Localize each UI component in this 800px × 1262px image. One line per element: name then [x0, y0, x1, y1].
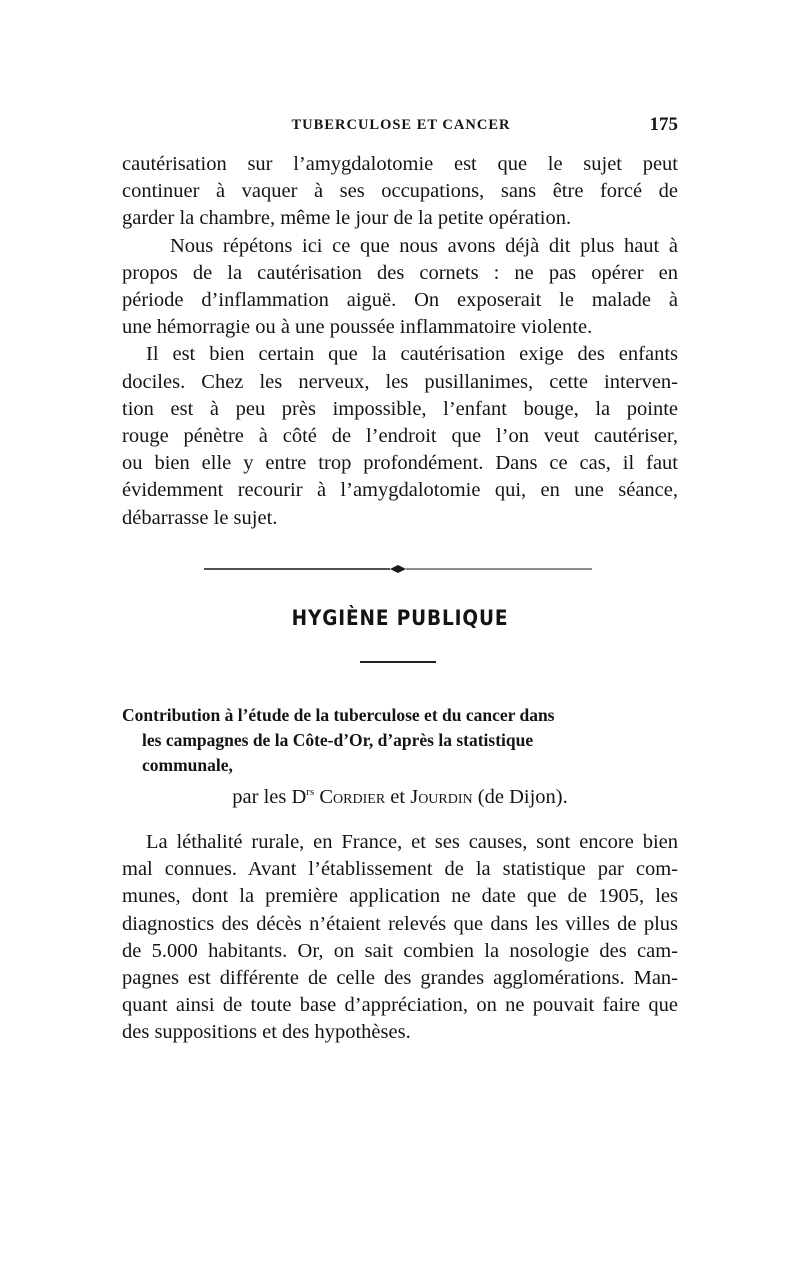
text-line: de 5.000 habitants. Or, on sait combien la nosologie des cam-: [122, 939, 678, 962]
text-line: Nous répétons ici ce que nous avons déjà dit plus haut à: [170, 234, 678, 257]
article-title-line: communale,: [142, 755, 233, 775]
text-line: diagnostics des décès n’étaient relevés que dans les villes de plus: [122, 912, 678, 935]
body-text-bottom: [122, 829, 678, 1047]
text-line: propos de la cautérisation des cornets : ne pas opérer en: [122, 261, 678, 284]
paragraph-4: [122, 829, 678, 1047]
text-line: débarrasse le sujet.: [122, 506, 278, 529]
text-line: quant ainsi de toute base d’appréciation, on ne pouvait faire que: [122, 994, 678, 1017]
section-title: HYGIÈNE PUBLIQUE: [291, 606, 509, 630]
running-head: [122, 114, 680, 139]
text-line: période d’inflammation aiguë. On exposerait le malade à: [122, 289, 678, 312]
running-title: TUBERCULOSE ET CANCER: [291, 117, 511, 133]
text-line: Il est bien certain que la cautérisation exige des enfants: [146, 343, 678, 366]
body-text-top: [122, 151, 678, 532]
ornamental-separator: [204, 565, 592, 573]
article-title-line: Contribution à l’étude de la tuberculose et du cancer dans: [122, 705, 555, 725]
text-line: des suppositions et des hypothèses.: [122, 1021, 411, 1044]
byline-sup: rs: [306, 786, 315, 799]
text-line: rouge pénètre à côté de l’endroit que l’on veut cautériser,: [122, 425, 678, 448]
text-line: tion est à peu près impossible, l’enfant bouge, la pointe: [122, 397, 678, 420]
author-name: Jourdin: [410, 786, 473, 808]
text-line: mal connues. Avant l’établissement de la statistique par com-: [122, 858, 678, 881]
paragraph-1: [122, 151, 678, 233]
text-line: pagnes est différente de celle des grandes agglomérations. Man-: [122, 967, 678, 990]
byline-and: et: [390, 786, 406, 808]
byline-suffix: (de Dijon).: [477, 786, 568, 808]
page-number: 175: [649, 114, 678, 135]
text-line: La léthalité rurale, en France, et ses causes, sont encore bien: [146, 831, 678, 853]
title-rule: [360, 661, 436, 663]
byline-prefix: par les D: [232, 786, 307, 808]
text-line: ou bien elle y entre trop profondément. Dans ce cas, il faut: [122, 452, 678, 475]
text-line: garder la chambre, même le jour de la petite opération.: [122, 207, 572, 230]
paragraph-2: [122, 233, 678, 342]
paragraph-3: [122, 341, 678, 531]
text-line: dociles. Chez les nerveux, les pusillanimes, cette interven-: [122, 370, 678, 393]
text-line: cautérisation sur l’amygdalotomie est que le sujet peut: [122, 153, 678, 175]
article-title-line: les campagnes de la Côte-d’Or, d’après la statistique: [142, 730, 534, 750]
author-name: Cordier: [319, 786, 386, 808]
text-line: une hémorragie ou à une poussée inflammatoire violente.: [122, 316, 593, 339]
article-title: [122, 703, 678, 778]
byline: [0, 786, 800, 809]
text-line: munes, dont la première application ne date que de 1905, les: [122, 885, 678, 908]
text-line: continuer à vaquer à ses occupations, sans être forcé de: [122, 180, 678, 203]
text-line: évidemment recourir à l’amygdalotomie qui, en une séance,: [122, 479, 678, 502]
